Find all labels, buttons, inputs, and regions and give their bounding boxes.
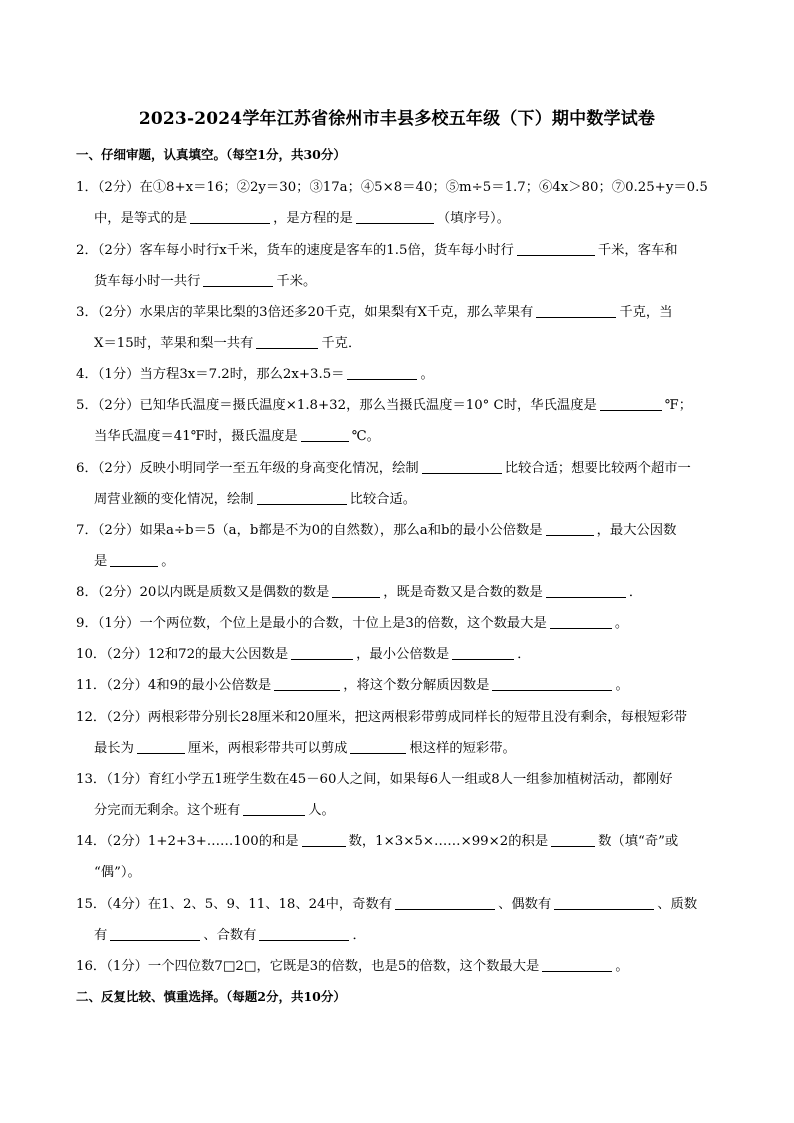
exam-title: 2023-2024学年江苏省徐州市丰县多校五年级（下）期中数学试卷 — [138, 109, 656, 129]
question-5-cont: 当华氏温度＝41℉时，摄氏温度是 ℃。 — [94, 429, 380, 444]
question-7-cont: 是 。 — [94, 554, 175, 569]
question-2: 2．（2分）客车每小时行x千米，货车的速度是客车的1.5倍，货车每小时行 千米，客车和 — [76, 243, 678, 258]
question-12: 12．（2分）两根彩带分别长28厘米和20厘米，把这两根彩带剪成同样长的短带且没有剩余，每根短彩带 — [76, 710, 688, 725]
answer-blank[interactable] — [452, 647, 514, 660]
question-11: 11．（2分）4和9的最小公倍数是 ，将这个数分解质因数是 。 — [76, 678, 629, 693]
answer-blank[interactable] — [137, 741, 185, 754]
question-16: 16．（1分）一个四位数7□2□，它既是3的倍数，也是5的倍数，这个数最大是 。 — [76, 959, 629, 974]
question-4: 4．（1分）当方程3x＝7.2时，那么2x+3.5＝ 。 — [76, 367, 434, 382]
question-7: 7．（2分）如果a÷b＝5（a，b都是不为0的自然数），那么a和b的最小公倍数是 ，最大公因数 — [76, 523, 677, 538]
question-8: 8．（2分）20以内既是质数又是偶数的数是 ，既是奇数又是合数的数是 ． — [76, 585, 643, 600]
question-6-cont: 周营业额的变化情况，绘制 比较合适。 — [94, 492, 417, 507]
answer-blank[interactable] — [395, 897, 495, 910]
answer-blank[interactable] — [110, 554, 158, 567]
question-3-cont: X＝15时，苹果和梨一共有 千克． — [94, 336, 362, 351]
answer-blank[interactable] — [422, 461, 502, 474]
answer-blank[interactable] — [546, 585, 626, 598]
answer-blank[interactable] — [347, 367, 417, 380]
answer-blank[interactable] — [203, 274, 273, 287]
question-3: 3．（2分）水果店的苹果比梨的3倍还多20千克，如果梨有X千克，那么苹果有 千克，当 — [76, 305, 673, 320]
question-10: 10．（2分）12和72的最大公因数是 ，最小公倍数是 ． — [76, 647, 531, 662]
question-12-cont: 最长为 厘米，两根彩带共可以剪成 根这样的短彩带。 — [94, 741, 516, 756]
answer-blank[interactable] — [110, 928, 200, 941]
question-15: 15．（4分）在1、2、5、9、11、18、24中，奇数有 、偶数有 、质数 — [76, 897, 698, 912]
answer-blank[interactable] — [536, 305, 616, 318]
answer-blank[interactable] — [291, 647, 353, 660]
section-1-heading: 一、仔细审题，认真填空。（每空1分，共30分） — [76, 147, 346, 162]
answer-blank[interactable] — [301, 429, 349, 442]
question-5: 5．（2分）已知华氏温度＝摄氏温度×1.8+32，那么当摄氏温度＝10° C时，华氏温度是 ℉； — [76, 398, 693, 413]
answer-blank[interactable] — [350, 741, 406, 754]
question-2-cont: 货车每小时一共行 千米。 — [94, 274, 317, 289]
answer-blank[interactable] — [274, 678, 340, 691]
question-15-cont: 有 、合数有 ． — [94, 928, 366, 943]
answer-blank[interactable] — [302, 834, 346, 847]
question-14: 14．（2分）1+2+3+……100的和是 数，1×3×5×……×99×2的积是 数（填“奇”或 — [76, 834, 679, 849]
question-1-cont: 中，是等式的是 ，是方程的是 （填序号）。 — [94, 211, 510, 226]
answer-blank[interactable] — [542, 959, 612, 972]
answer-blank[interactable] — [257, 492, 347, 505]
section-2-heading: 二、反复比较、慎重选择。（每题2分，共10分） — [76, 989, 346, 1004]
question-6: 6．（2分）反映小明同学一至五年级的身高变化情况，绘制 比较合适；想要比较两个超市一 — [76, 461, 691, 476]
answer-blank[interactable] — [256, 336, 318, 349]
answer-blank[interactable] — [356, 211, 434, 224]
question-9: 9．（1分）一个两位数，个位上是最小的合数，十位上是3的倍数，这个数最大是 。 — [76, 616, 629, 631]
answer-blank[interactable] — [554, 897, 654, 910]
answer-blank[interactable] — [600, 398, 662, 411]
answer-blank[interactable] — [546, 523, 594, 536]
question-14-cont: “偶”）。 — [94, 865, 141, 880]
answer-blank[interactable] — [492, 678, 612, 691]
answer-blank[interactable] — [190, 211, 270, 224]
question-1: 1．（2分）在①8+x＝16；②2y＝30；③17a；④5×8＝40；⑤m÷5＝1.7；⑥4x＞80；⑦0.25+y＝0.5 — [76, 180, 708, 195]
answer-blank[interactable] — [259, 928, 349, 941]
answer-blank[interactable] — [332, 585, 380, 598]
answer-blank[interactable] — [551, 834, 595, 847]
answer-blank[interactable] — [550, 616, 612, 629]
answer-blank[interactable] — [517, 243, 595, 256]
answer-blank[interactable] — [243, 803, 305, 816]
question-13: 13．（1分）育红小学五1班学生数在45－60人之间，如果每6人一组或8人一组参加植树活动，都刚好 — [76, 772, 673, 787]
question-13-cont: 分完而无剩余。这个班有 人。 — [94, 803, 335, 818]
